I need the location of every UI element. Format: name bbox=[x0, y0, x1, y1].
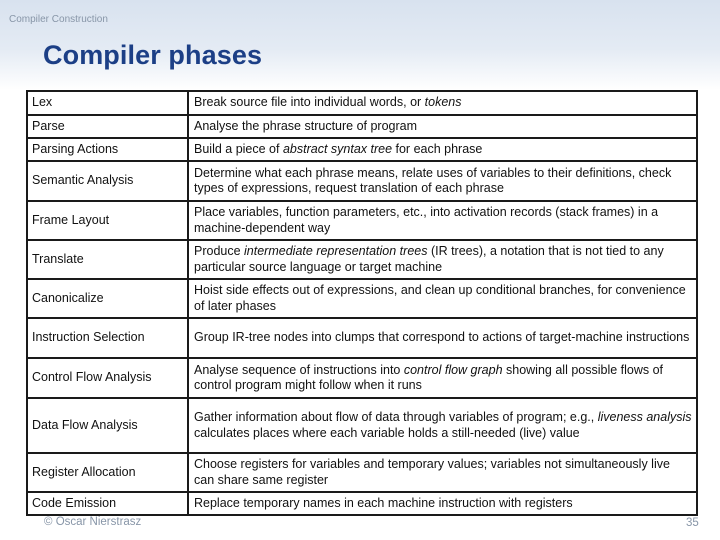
phase-description-cell bbox=[188, 201, 697, 240]
phase-name-cell: Code Emission bbox=[27, 492, 188, 515]
table-row bbox=[27, 240, 697, 279]
phase-description-cell bbox=[188, 161, 697, 201]
description-text: Replace temporary names in each machine instruction with registers bbox=[194, 495, 573, 510]
description-text: showing all possible flows of control program might follow when it runs bbox=[194, 362, 664, 392]
phase-name-cell: Parsing Actions bbox=[27, 138, 188, 161]
phase-name-cell: Parse bbox=[27, 115, 188, 138]
table-row bbox=[27, 398, 697, 453]
phase-name-cell: Lex bbox=[27, 91, 188, 115]
phases-table bbox=[26, 90, 698, 516]
description-text: Gather information about flow of data through variables of program; e.g., bbox=[194, 410, 598, 424]
description-text: Analyse sequence of instructions into bbox=[194, 362, 404, 377]
description-text: Produce bbox=[194, 244, 245, 258]
description-text: calculates places where each variable holds a still-needed (live) value bbox=[194, 425, 580, 440]
phase-description-cell bbox=[188, 138, 697, 161]
table-row bbox=[27, 161, 697, 201]
description-text: Break source file into individual words, or bbox=[194, 95, 425, 110]
phase-name-cell: Canonicalize bbox=[27, 279, 188, 318]
table-row bbox=[27, 115, 697, 138]
description-text: (IR trees), a notation that is not tied to any particular source language or target machine bbox=[194, 244, 664, 274]
description-text: Place variables, function parameters, etc., into activation records (stack frames) in a machine-dependent way bbox=[194, 205, 659, 235]
phase-description-cell bbox=[188, 358, 697, 398]
description-text: Group IR-tree nodes into clumps that correspond to actions of target-machine instructions bbox=[194, 330, 690, 345]
description-text: Build a piece of bbox=[194, 141, 283, 156]
slide-title: Compiler phases bbox=[43, 40, 263, 70]
phase-description-cell bbox=[188, 115, 697, 138]
table-row bbox=[27, 279, 697, 318]
phase-name-cell: Instruction Selection bbox=[27, 318, 188, 358]
emphasized-term: abstract syntax tree bbox=[282, 141, 393, 156]
phase-name-cell: Frame Layout bbox=[27, 201, 188, 240]
phase-description-cell bbox=[188, 279, 697, 318]
phase-description-cell bbox=[188, 398, 697, 453]
phase-description-cell bbox=[188, 453, 697, 492]
page-number: 35 bbox=[686, 517, 699, 529]
author-name: Oscar Nierstrasz bbox=[55, 516, 142, 528]
table-row bbox=[27, 201, 697, 240]
description-text: for each phrase bbox=[392, 141, 483, 156]
phase-name-cell: Translate bbox=[27, 240, 188, 279]
emphasized-term: tokens bbox=[424, 95, 462, 110]
description-text: Analyse the phrase structure of program bbox=[194, 118, 418, 133]
table-row bbox=[27, 318, 697, 358]
phase-description-cell bbox=[188, 318, 697, 358]
phase-description-cell bbox=[188, 492, 697, 515]
emphasized-term: control flow graph bbox=[403, 362, 503, 377]
footer-author bbox=[44, 516, 141, 528]
description-text: Determine what each phrase means, relate uses of variables to their definitions, check types of expressions, request translation of each phrase bbox=[194, 165, 672, 195]
phases-table-wrapper bbox=[26, 90, 696, 516]
phase-description-cell bbox=[188, 240, 697, 279]
table-row bbox=[27, 358, 697, 398]
table-row bbox=[27, 453, 697, 492]
table-row bbox=[27, 91, 697, 115]
course-header: Compiler Construction bbox=[9, 14, 108, 25]
phase-name-cell: Semantic Analysis bbox=[27, 161, 188, 201]
emphasized-term: intermediate representation trees bbox=[244, 244, 428, 258]
description-text: Hoist side effects out of expressions, and clean up conditional branches, for convenience of later phases bbox=[194, 283, 686, 313]
table-row bbox=[27, 138, 697, 161]
emphasized-term: liveness analysis bbox=[597, 410, 692, 424]
phase-name-cell: Data Flow Analysis bbox=[27, 398, 188, 453]
phase-description-cell bbox=[188, 91, 697, 115]
copyright-icon: © bbox=[44, 516, 53, 528]
phase-name-cell: Control Flow Analysis bbox=[27, 358, 188, 398]
phase-name-cell: Register Allocation bbox=[27, 453, 188, 492]
description-text: Choose registers for variables and temporary values; variables not simultaneously live can share same register bbox=[194, 457, 670, 487]
table-row bbox=[27, 492, 697, 515]
